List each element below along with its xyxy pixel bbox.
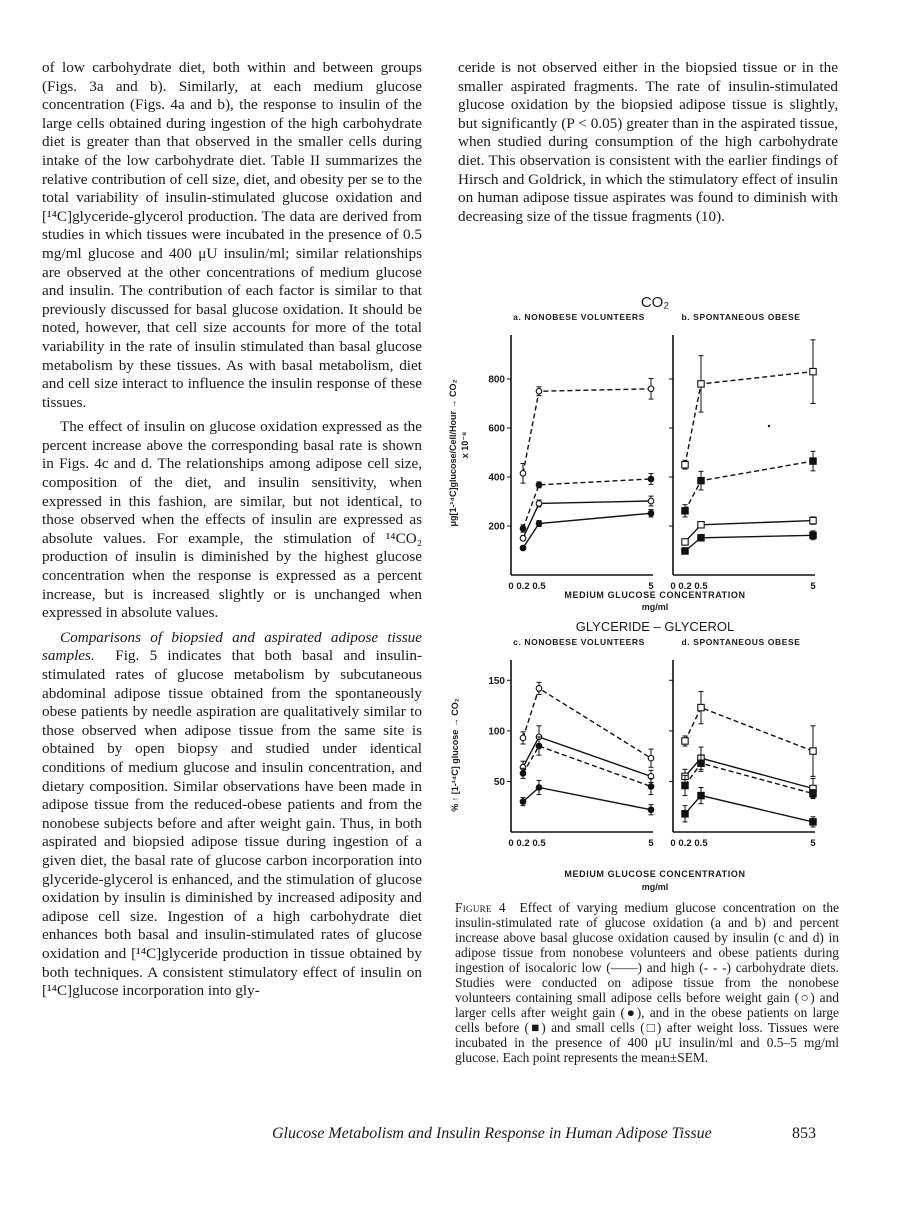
data-point-c [536,785,542,791]
x-tick-label-b: 0 [670,581,676,592]
data-point-b [698,535,704,541]
data-point-d [682,811,688,817]
data-point-c [520,799,526,805]
y-axis-title-bottom: % ↑ [1-¹⁴C] glucose → CO₂ [450,698,460,812]
data-point-c [520,735,526,741]
page-number: 853 [792,1125,816,1142]
y-tick-label-a: 200 [488,521,505,533]
x-axis-unit-top: mg/ml [641,602,669,612]
data-point-b [682,462,688,468]
data-point-b [698,381,704,387]
data-point-b [810,368,816,374]
x-tick-label-a: 0.2 [516,581,530,592]
series-line-c-3 [523,787,651,809]
x-axis-title-bottom: MEDIUM GLUCOSE CONCENTRATION [564,869,746,879]
x-tick-label-d: 0.2 [678,838,692,849]
x-tick-label-d: 5 [810,838,816,849]
data-point-a [520,526,526,532]
data-point-b [698,522,704,528]
x-tick-label-d: 0 [670,838,676,849]
series-line-a-3 [523,513,651,548]
x-tick-label-a: 5 [648,581,654,592]
x-tick-label-d: 0.5 [694,838,708,849]
data-point-b [698,477,704,483]
x-tick-label-b: 5 [810,581,816,592]
top-section-title: CO₂ [640,294,670,311]
y-axis-title-top: μg[1-¹⁴C]glucose/Cell/Hour → CO₂ [448,379,458,527]
panel-title-b: b. SPONTANEOUS OBESE [681,312,801,322]
series-line-d-0 [685,708,813,751]
data-point-b [682,508,688,514]
x-tick-label-b: 0.5 [694,581,708,592]
figure-4-svg [440,285,870,895]
data-point-d [810,819,816,825]
panel-title-a: a. NONOBESE VOLUNTEERS [513,312,645,322]
page-footer [272,1125,842,1143]
data-point-c [536,686,542,692]
body-paragraph: The effect of insulin on glucose oxidation expressed as the percent increase above the corresponding basal rate is shown in Figs. 4c and d. The relationships among adipose cell size, composition of the diet, and insulin sensitivity, when expressed in this fashion, are similar, but not identical, to those observed when the effects of insulin are expressed as absolute values. For example, the stimulation of ¹⁴CO₂ production of insulin is diminished by the highest glucose concentration when the response is expressed as a percent increase, but is increased slightly or is unchanged when expressed in absolute values. [42,418,422,622]
running-title: Glucose Metabolism and Insulin Response in Human Adipose Tissue [272,1125,712,1142]
figure-4 [440,285,870,895]
x-axis-unit-bottom: mg/ml [641,882,669,892]
y-tick-label-c: 50 [493,776,505,788]
data-point-a [648,476,654,482]
x-axis-title-top: MEDIUM GLUCOSE CONCENTRATION [564,590,746,600]
data-point-a [536,501,542,507]
data-point-a [648,498,654,504]
panel-title-d: d. SPONTANEOUS OBESE [681,637,801,647]
data-point-a [536,482,542,488]
data-point-d [682,782,688,788]
x-tick-label-c: 0 [508,838,514,849]
data-point-a [536,521,542,527]
data-point-b [682,539,688,545]
x-tick-label-a: 0.5 [532,581,546,592]
body-paragraph: ceride is not observed either in the biopsied tissue or in the smaller aspirated fragments. The rate of insulin-stimulated glucose oxidation by the biopsied adipose tissue is slightly, but significantly (P < 0.05) greater than in the aspirated tissue, when studied during consumption of the high carbohydrate diet. This observation is consistent with the earlier findings of Hirsch and Goldrick, in which the stimulatory effect of insulin on human adipose tissue aspirates was found to diminish with decreasing size of the tissue fragments (10). [458,59,838,225]
data-point-c [648,784,654,790]
series-line-b-1 [685,461,813,511]
body-paragraph: of low carbohydrate diet, both within and between groups (Figs. 3a and b). Similarly, at each medium glucose concentration (Figs. 4a and b), the response to insulin of the large cells obtained during ingestion of the high carbohydrate diet is greater than that observed in the smaller cells during intake of the low carbohydrate diet. Table II summarizes the relative contribution of cell size, diet, and obesity per se to the total variability of insulin-stimulated glucose oxidation and [¹⁴C]glyceride-glycerol production. The data are derived from studies in which tissues were incubated in the presence of 0.5 mg/ml glucose and 400 μU insulin/ml; similar relationships are observed at the other concentrations of medium glucose and insulin. The contribution of each factor is similar to that previously discussed for basal glucose oxidation. It should be noted, however, that cell size accounts for more of the total variability in the rate of insulin stimulated than basal glucose metabolism by these tissues. As with basal metabolism, diet and cell size interact to influence the insulin response of these tissues. [42,59,422,411]
data-point-a [648,386,654,392]
y-tick-label-c: 150 [488,675,505,687]
data-point-b [810,532,816,538]
data-point-d [698,760,704,766]
data-point-a [520,471,526,477]
series-line-d-3 [685,796,813,822]
scan-artifact-dot [768,425,770,427]
section-text: Fig. 5 indicates that both basal and insulin-stimulated rates of glucose metabolism by subcutaneous abdominal adipose tissue obtained from the spontaneously obese patients by needle aspiration are qualitatively similar to those observed when adipose tissue from the same site is obtained by open biopsy and studied under identical conditions of medium glucose and insulin concentration, and dietary composition. Similar observations have been made in adipose tissue from the reduced-obese patients and from the nonobese subjects before and after weight gain. Thus, in both aspirated and biopsied adipose tissue during ingestion of a given diet, the basal rate of glucose carbon incorporation into glyceride-glycerol is enhanced, and the stimulation of glucose oxidation by insulin is diminished by increased adiposity and adipose cell size. Ingestion of a high carbohydrate diet enhances both basal and insulin-stimulated rates of glucose oxidation and [¹⁴C]glyceride production in tissue obtained by both techniques. A consistent stimulatory effect of insulin on [¹⁴C]glucose incorporation into gly- [42,647,422,1000]
data-point-c [536,743,542,749]
y-tick-label-c: 100 [488,726,505,738]
x-tick-label-c: 0.2 [516,838,530,849]
data-point-c [520,771,526,777]
data-point-d [682,738,688,744]
data-point-a [520,535,526,541]
panel-title-c: c. NONOBESE VOLUNTEERS [513,637,645,647]
data-point-d [698,704,704,710]
bottom-section-title: GLYCERIDE – GLYCEROL [575,619,735,634]
data-point-b [810,458,816,464]
data-point-a [536,388,542,394]
x-tick-label-a: 0 [508,581,514,592]
data-point-d [698,792,704,798]
data-point-c [648,755,654,761]
figure-caption [455,900,839,1065]
caption-text: Effect of varying medium glucose concentration on the insulin-stimulated rate of glucose oxidation (a and b) and percent increase above basal glucose oxidation caused by insulin (c and d) in adipose tissue from nonobese volunteers and obese patients during ingestion of isocaloric low (——) and high (- - -) carbohydrate diets. Studies were conducted on adipose tissue from the nonobese volunteers containing small adipose cells before weight gain (○) and larger cells after weight gain (●), and in the obese patients on large cells before (■) and small cells (□) after weight loss. Tissues were incubated in the presence of 400 μU insulin/ml and 0.5–5 mg/ml glucose. Each point represents the mean±SEM. [455,900,839,1065]
y-tick-label-a: 800 [488,374,505,386]
section-paragraph [42,629,422,1001]
data-point-a [520,545,526,551]
data-point-b [810,517,816,523]
y-tick-label-a: 400 [488,472,505,484]
x-tick-label-c: 5 [648,838,654,849]
series-line-c-1 [523,737,651,776]
left-column [42,59,422,1001]
series-line-c-2 [523,746,651,786]
x-tick-label-c: 0.5 [532,838,546,849]
caption-label: Figure 4 [455,900,506,915]
data-point-b [682,548,688,554]
right-column-text [458,59,838,226]
data-point-d [810,748,816,754]
series-line-a-0 [523,389,651,474]
y-axis-title-top-exponent: x 10⁻⁸ [460,431,470,459]
section-heading: Comparisons of biopsied and aspirated adipose tissue samples. [42,628,422,665]
data-point-d [810,790,816,796]
data-point-c [648,807,654,813]
series-line-d-2 [685,763,813,793]
y-tick-label-a: 600 [488,423,505,435]
x-tick-label-b: 0.2 [678,581,692,592]
data-point-a [648,510,654,516]
